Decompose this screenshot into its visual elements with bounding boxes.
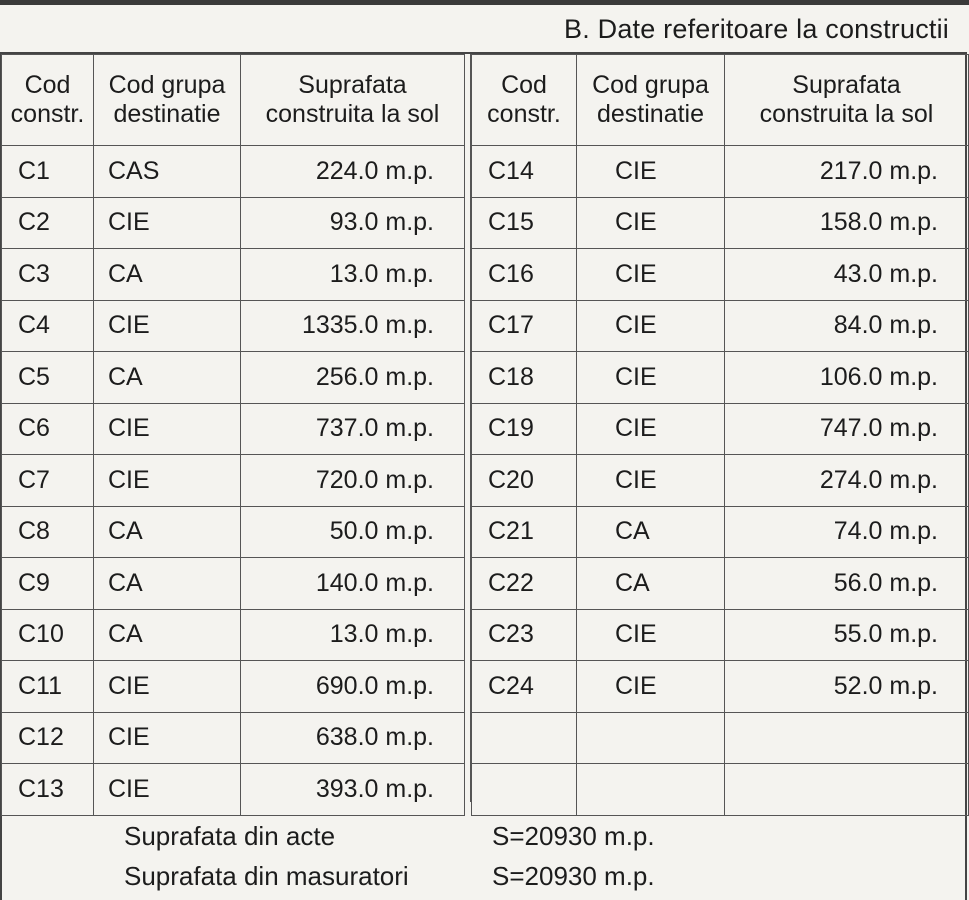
- construction-code-cell: C6: [2, 403, 94, 455]
- built-area-cell: 737.0 m.p.: [241, 403, 465, 455]
- construction-code-cell: C5: [2, 352, 94, 404]
- construction-code-cell: C14: [472, 146, 577, 198]
- destination-group-cell: CIE: [577, 455, 725, 507]
- total-from-deeds: [124, 816, 655, 856]
- destination-group-cell: CIE: [94, 403, 241, 455]
- built-area-cell: 393.0 m.p.: [241, 764, 465, 816]
- destination-group-cell: CIE: [577, 609, 725, 661]
- construction-code-cell: C16: [472, 249, 577, 301]
- header-code: Cod constr.: [472, 55, 577, 146]
- destination-group-cell: CIE: [577, 146, 725, 198]
- built-area-cell: 217.0 m.p.: [725, 146, 969, 198]
- built-area-cell: 52.0 m.p.: [725, 661, 969, 713]
- totals-block: [124, 816, 655, 896]
- table-row: [472, 352, 969, 404]
- total-label: Suprafata din masuratori: [124, 861, 409, 891]
- destination-group-cell: CA: [577, 558, 725, 610]
- destination-group-cell: CAS: [94, 146, 241, 198]
- table-row: [2, 661, 465, 713]
- total-label: Suprafata din acte: [124, 821, 336, 851]
- destination-group-cell: [577, 712, 725, 764]
- built-area-cell: 638.0 m.p.: [241, 712, 465, 764]
- table-row: [2, 764, 465, 816]
- table-row: [472, 403, 969, 455]
- table-row: [472, 506, 969, 558]
- destination-group-cell: CA: [94, 506, 241, 558]
- table-row: [472, 712, 969, 764]
- destination-group-cell: CIE: [94, 197, 241, 249]
- built-area-cell: 50.0 m.p.: [241, 506, 465, 558]
- table-header-row: [472, 55, 969, 146]
- destination-group-cell: CIE: [577, 352, 725, 404]
- built-area-cell: 43.0 m.p.: [725, 249, 969, 301]
- construction-code-cell: C21: [472, 506, 577, 558]
- construction-code-cell: C18: [472, 352, 577, 404]
- table-row: [472, 249, 969, 301]
- destination-group-cell: CA: [94, 352, 241, 404]
- construction-code-cell: C10: [2, 609, 94, 661]
- table-row: [2, 300, 465, 352]
- built-area-cell: [725, 764, 969, 816]
- built-area-cell: 13.0 m.p.: [241, 609, 465, 661]
- built-area-cell: 1335.0 m.p.: [241, 300, 465, 352]
- destination-group-cell: CIE: [577, 403, 725, 455]
- table-row: [2, 712, 465, 764]
- destination-group-cell: CIE: [94, 300, 241, 352]
- construction-code-cell: [472, 712, 577, 764]
- built-area-cell: 13.0 m.p.: [241, 249, 465, 301]
- construction-code-cell: C1: [2, 146, 94, 198]
- built-area-cell: 158.0 m.p.: [725, 197, 969, 249]
- destination-group-cell: CIE: [94, 764, 241, 816]
- table-row: [472, 764, 969, 816]
- destination-group-cell: CA: [94, 609, 241, 661]
- destination-group-cell: CIE: [577, 661, 725, 713]
- destination-group-cell: CIE: [577, 249, 725, 301]
- destination-group-cell: CA: [94, 558, 241, 610]
- construction-code-cell: C7: [2, 455, 94, 507]
- table-row: [472, 300, 969, 352]
- construction-code-cell: C11: [2, 661, 94, 713]
- table-row: [2, 506, 465, 558]
- total-value: S=20930 m.p.: [492, 861, 655, 891]
- construction-code-cell: C15: [472, 197, 577, 249]
- construction-code-cell: C9: [2, 558, 94, 610]
- table-row: [2, 197, 465, 249]
- destination-group-cell: CA: [94, 249, 241, 301]
- construction-code-cell: C22: [472, 558, 577, 610]
- built-area-cell: 274.0 m.p.: [725, 455, 969, 507]
- header-group: Cod grupa destinatie: [577, 55, 725, 146]
- header-group: Cod grupa destinatie: [94, 55, 241, 146]
- built-area-cell: 84.0 m.p.: [725, 300, 969, 352]
- destination-group-cell: CIE: [94, 712, 241, 764]
- destination-group-cell: CIE: [94, 455, 241, 507]
- construction-code-cell: C8: [2, 506, 94, 558]
- table-row: [2, 609, 465, 661]
- construction-code-cell: C13: [2, 764, 94, 816]
- table-row: [472, 609, 969, 661]
- construction-code-cell: C20: [472, 455, 577, 507]
- top-border-line: [0, 0, 969, 5]
- destination-group-cell: CA: [577, 506, 725, 558]
- construction-code-cell: C19: [472, 403, 577, 455]
- built-area-cell: 690.0 m.p.: [241, 661, 465, 713]
- destination-group-cell: CIE: [94, 661, 241, 713]
- table-row: [472, 558, 969, 610]
- built-area-cell: [725, 712, 969, 764]
- built-area-cell: 56.0 m.p.: [725, 558, 969, 610]
- total-from-measurements: [124, 856, 655, 896]
- construction-code-cell: C24: [472, 661, 577, 713]
- table-header-row: [2, 55, 465, 146]
- table-row: [472, 146, 969, 198]
- built-area-cell: 747.0 m.p.: [725, 403, 969, 455]
- destination-group-cell: CIE: [577, 197, 725, 249]
- table-row: [472, 197, 969, 249]
- table-row: [2, 455, 465, 507]
- built-area-cell: 720.0 m.p.: [241, 455, 465, 507]
- built-area-cell: 140.0 m.p.: [241, 558, 465, 610]
- header-code: Cod constr.: [2, 55, 94, 146]
- total-value: S=20930 m.p.: [492, 821, 655, 851]
- construction-code-cell: C2: [2, 197, 94, 249]
- built-area-cell: 224.0 m.p.: [241, 146, 465, 198]
- built-area-cell: 256.0 m.p.: [241, 352, 465, 404]
- header-area: Suprafata construita la sol: [725, 55, 969, 146]
- section-title: B. Date referitoare la constructii: [564, 14, 949, 44]
- construction-code-cell: C4: [2, 300, 94, 352]
- table-row: [2, 558, 465, 610]
- construction-code-cell: C12: [2, 712, 94, 764]
- built-area-cell: 93.0 m.p.: [241, 197, 465, 249]
- constructions-table-right: [471, 54, 969, 816]
- table-row: [472, 661, 969, 713]
- header-area: Suprafata construita la sol: [241, 55, 465, 146]
- construction-code-cell: C17: [472, 300, 577, 352]
- built-area-cell: 55.0 m.p.: [725, 609, 969, 661]
- construction-code-cell: C23: [472, 609, 577, 661]
- destination-group-cell: [577, 764, 725, 816]
- table-row: [472, 455, 969, 507]
- built-area-cell: 106.0 m.p.: [725, 352, 969, 404]
- table-row: [2, 146, 465, 198]
- table-row: [2, 352, 465, 404]
- construction-code-cell: C3: [2, 249, 94, 301]
- constructions-table-left: [1, 54, 465, 816]
- destination-group-cell: CIE: [577, 300, 725, 352]
- built-area-cell: 74.0 m.p.: [725, 506, 969, 558]
- table-row: [2, 403, 465, 455]
- table-row: [2, 249, 465, 301]
- construction-code-cell: [472, 764, 577, 816]
- double-divider: [464, 54, 471, 802]
